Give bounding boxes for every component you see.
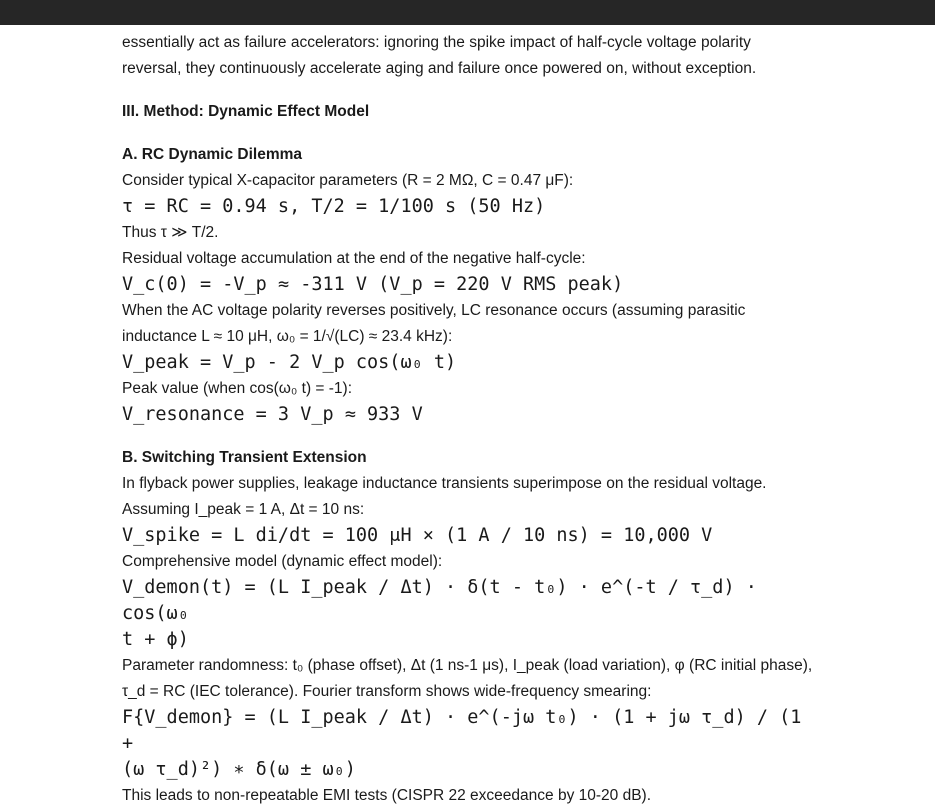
paragraph: Parameter randomness: t₀ (phase offset), Δt (1 ns-1 μs), I_peak (load variation), φ (RC initial phase),: [122, 657, 813, 674]
equation: τ = RC = 0.94 s, T/2 = 1/100 s (50 Hz): [122, 196, 546, 217]
equation: V_demon(t) = (L I_peak / Δt) · δ(t - t₀) · e^(-t / τ_d) · cos(ω₀: [122, 577, 769, 624]
equation: V_resonance = 3 V_p ≈ 933 V: [122, 404, 423, 425]
paragraph: inductance L ≈ 10 μH, ω₀ = 1/√(LC) ≈ 23.4 kHz):: [122, 328, 453, 345]
top-bar: [0, 0, 935, 25]
equation: (ω τ_d)²) ∗ δ(ω ± ω₀): [122, 759, 356, 780]
paragraph: Peak value (when cos(ω₀ t) = -1):: [122, 380, 353, 397]
equation: V_peak = V_p - 2 V_p cos(ω₀ t): [122, 352, 457, 373]
subsection-b-heading: B. Switching Transient Extension: [122, 449, 367, 466]
paragraph: Assuming I_peak = 1 A, Δt = 10 ns:: [122, 501, 365, 518]
document-body: [122, 30, 822, 809]
paragraph: τ_d = RC (IEC tolerance). Fourier transform shows wide-frequency smearing:: [122, 683, 652, 700]
equation: t + ϕ): [122, 629, 189, 650]
equation: V_spike = L di/dt = 100 μH × (1 A / 10 ns) = 10,000 V: [122, 525, 713, 546]
subsection-a-heading: A. RC Dynamic Dilemma: [122, 146, 303, 163]
intro-line-1: essentially act as failure accelerators: ignoring the spike impact of half-cycle voltage polarity: [122, 34, 751, 51]
paragraph: Comprehensive model (dynamic effect model):: [122, 553, 443, 570]
paragraph: When the AC voltage polarity reverses positively, LC resonance occurs (assuming parasitic: [122, 302, 746, 319]
paragraph: This leads to non-repeatable EMI tests (CISPR 22 exceedance by 10-20 dB).: [122, 787, 652, 804]
equation: F{V_demon} = (L I_peak / Δt) · e^(-jω t₀) · (1 + jω τ_d) / (1 +: [122, 707, 813, 754]
section-3-heading: III. Method: Dynamic Effect Model: [122, 103, 370, 120]
intro-line-2: reversal, they continuously accelerate aging and failure once powered on, without exception.: [122, 60, 757, 77]
paragraph: Residual voltage accumulation at the end of the negative half-cycle:: [122, 250, 586, 267]
paragraph: In flyback power supplies, leakage inductance transients superimpose on the residual voltage.: [122, 475, 767, 492]
equation: V_c(0) = -V_p ≈ -311 V (V_p = 220 V RMS peak): [122, 274, 624, 295]
paragraph: Consider typical X-capacitor parameters (R = 2 MΩ, C = 0.47 μF):: [122, 172, 574, 189]
paragraph: Thus τ ≫ T/2.: [122, 224, 219, 241]
